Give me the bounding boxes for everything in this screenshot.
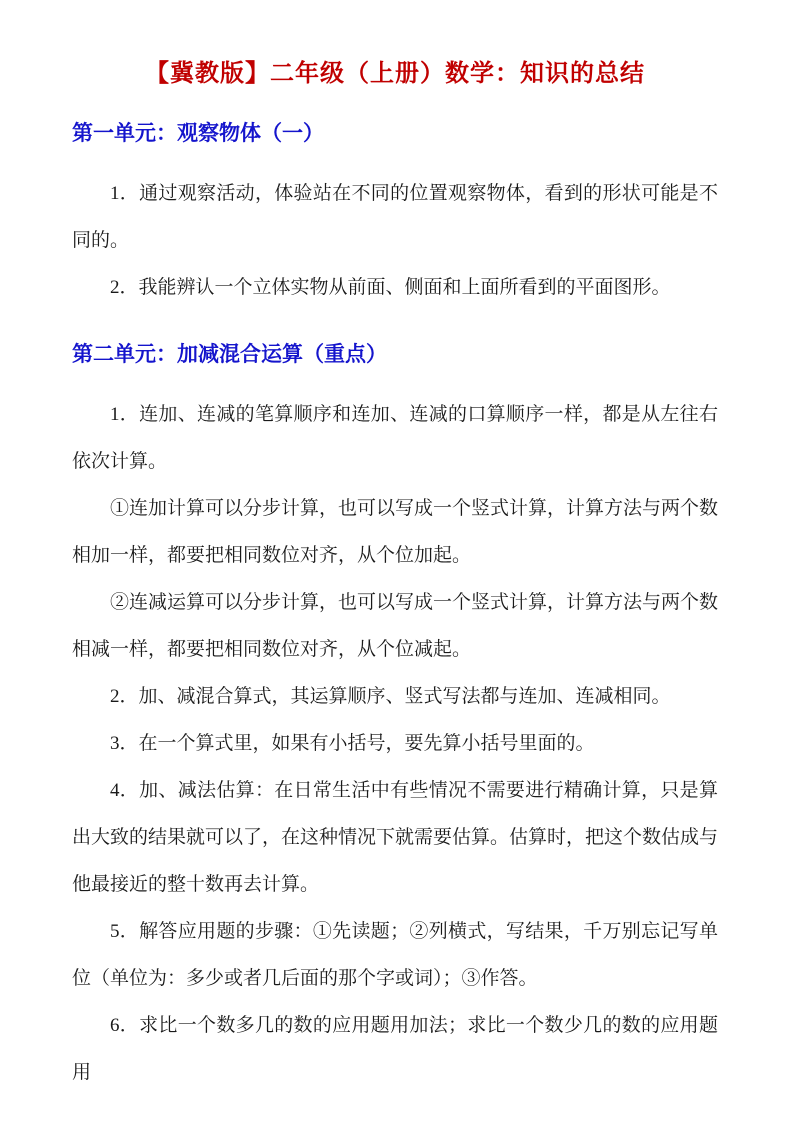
paragraph: 6．求比一个数多几的数的应用题用加法；求比一个数少几的数的应用题用 bbox=[72, 1015, 718, 1083]
paragraph: 4．加、减法估算：在日常生活中有些情况不需要进行精确计算，只是算出大致的结果就可以了，在这种情况下就需要估算。估算时，把这个数估成与他最接近的整十数再去计算。 bbox=[72, 780, 719, 895]
paragraph: 3．在一个算式里，如果有小括号，要先算小括号里面的。 bbox=[110, 733, 595, 754]
section-unit-1 bbox=[72, 120, 718, 311]
paragraph: ①连加计算可以分步计算，也可以写成一个竖式计算，计算方法与两个数相加一样，都要把相同数位对齐，从个位加起。 bbox=[72, 498, 719, 566]
paragraph: 2．我能辨认一个立体实物从前面、侧面和上面所看到的平面图形。 bbox=[110, 277, 671, 298]
section-1-heading: 第一单元：观察物体（一） bbox=[72, 121, 324, 145]
paragraph: 2．加、减混合算式，其运算顺序、竖式写法都与连加、连减相同。 bbox=[110, 686, 671, 707]
paragraph: ②连减运算可以分步计算，也可以写成一个竖式计算，计算方法与两个数相减一样，都要把相同数位对齐，从个位减起。 bbox=[72, 592, 719, 660]
section-2-heading: 第二单元：加减混合运算（重点） bbox=[72, 342, 387, 366]
section-unit-2 bbox=[72, 341, 718, 1096]
paragraph: 5．解答应用题的步骤：①先读题；②列横式，写结果，千万别忘记写单位（单位为：多少或者几后面的那个字或词）；③作答。 bbox=[72, 921, 718, 989]
document-title: 【冀教版】二年级（上册）数学：知识的总结 bbox=[145, 59, 645, 87]
paragraph: 1．通过观察活动，体验站在不同的位置观察物体，看到的形状可能是不同的。 bbox=[72, 183, 718, 251]
paragraph: 1．连加、连减的笔算顺序和连加、连减的口算顺序一样，都是从左往右依次计算。 bbox=[72, 404, 718, 472]
